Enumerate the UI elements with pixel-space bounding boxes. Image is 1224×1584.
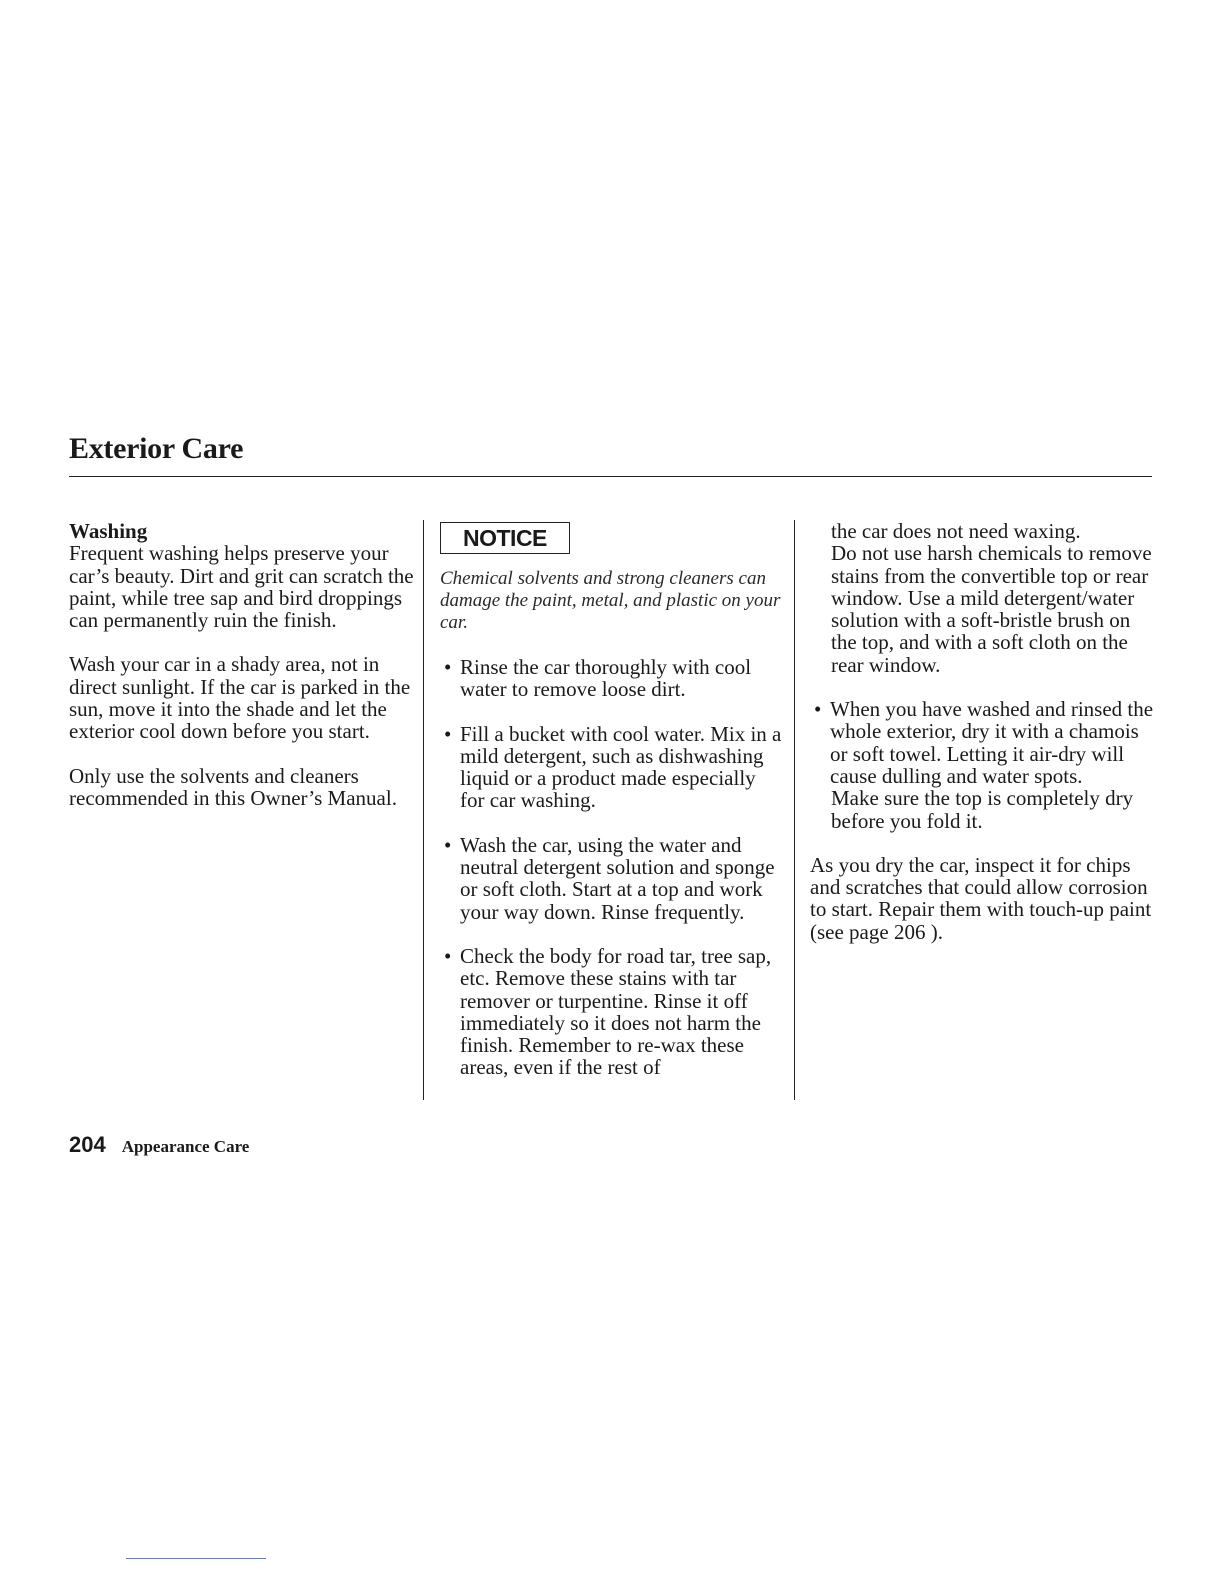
chapter-label: Appearance Care	[121, 1137, 250, 1156]
list-item: • Check the body for road tar, tree sap, etc. Remove these stains with tar remover or turpentine. Rinse it off immediately so it does not harm the finish. Remember to re-wax these areas, even if the rest of	[440, 945, 785, 1079]
list-item: • Rinse the car thoroughly with cool water to remove loose dirt.	[440, 656, 785, 701]
column-divider-1	[423, 520, 424, 1100]
washing-paragraph-3: Only use the solvents and cleaners recommended in this Owner’s Manual.	[69, 763, 397, 810]
column-washing	[69, 520, 414, 831]
washing-heading: Washing	[69, 519, 148, 543]
washing-paragraph-1: Frequent washing helps preserve your car’s beauty. Dirt and grit can scratch the paint, while tree sap and bird droppings can permanently ruin the finish.	[69, 541, 414, 633]
list-item: • When you have washed and rinsed the whole exterior, dry it with a chamois or soft towel. Letting it air-dry will cause dulling and water spots.	[810, 698, 1160, 787]
drying-steps-list	[810, 698, 1160, 787]
continuation-text: the car does not need waxing.	[831, 519, 1081, 543]
title-rule	[69, 476, 1152, 477]
notice-label: NOTICE	[440, 522, 570, 554]
page-number: 204	[69, 1132, 106, 1157]
washing-steps-list	[440, 656, 785, 1079]
top-dry-note: Make sure the top is completely dry before you fold it.	[831, 786, 1134, 833]
column-notice-steps	[440, 520, 785, 1101]
list-item: • Fill a bucket with cool water. Mix in a mild detergent, such as dishwashing liquid or a product made especially for car washing.	[440, 723, 785, 812]
convertible-note: Do not use harsh chemicals to remove stains from the convertible top or rear window. Use a mild detergent/water solution with a soft-bristle brush on the top, and with a soft cloth on the rear window.	[831, 541, 1152, 677]
column-divider-2	[794, 520, 795, 1100]
washing-paragraph-2: Wash your car in a shady area, not in direct sunlight. If the car is parked in the sun, move it into the shade and let the exterior cool down before you start.	[69, 652, 411, 744]
list-item: • Wash the car, using the water and neutral detergent solution and sponge or soft cloth. Start at a top and work your way down. Rinse frequently.	[440, 834, 785, 923]
bottom-rule	[126, 1558, 266, 1559]
page-footer	[69, 1132, 249, 1158]
section-title: Exterior Care	[69, 432, 244, 465]
closing-paragraph: As you dry the car, inspect it for chips and scratches that could allow corrosion to start. Repair them with touch-up paint (see page 206 ).	[810, 852, 1152, 944]
notice-text: Chemical solvents and strong cleaners can damage the paint, metal, and plastic on your car.	[440, 568, 781, 633]
column-continued	[810, 520, 1160, 965]
